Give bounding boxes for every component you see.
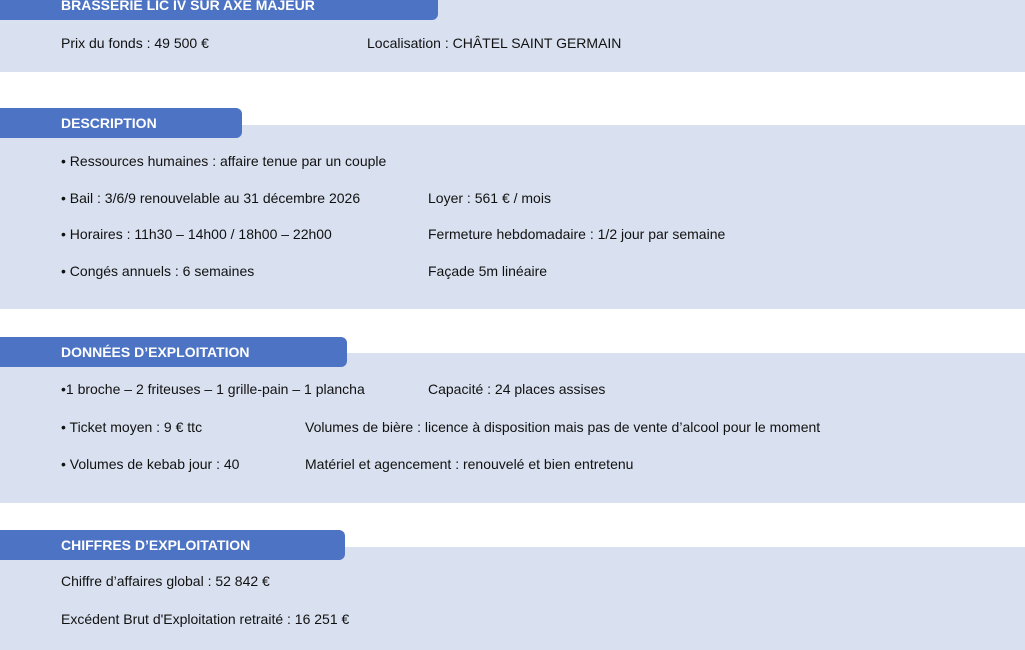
description-line-4b: Façade 5m linéaire [428,263,548,279]
operations-line-1b: Capacité : 24 places assises [428,381,606,397]
description-line-2b: Loyer : 561 € / mois [428,190,551,206]
operations-line-2b: Volumes de bière : licence à disposition mais pas de vente d’alcool pour le moment [305,419,821,435]
header-title: BRASSERIE LIC IV SUR AXE MAJEUR [61,0,315,13]
figures-panel [0,547,1025,650]
operations-title: DONNÉES D’EXPLOITATION [61,344,250,360]
ebitda-text: Excédent Brut d'Exploitation retraité : 16 251 € [61,611,350,627]
price-text: Prix du fonds : 49 500 € [61,35,209,51]
header-title-tab [0,0,438,20]
location-text: Localisation : CHÂTEL SAINT GERMAIN [367,35,622,51]
description-line-2a: • Bail : 3/6/9 renouvelable au 31 décembre 2026 [61,190,361,206]
figures-tab [0,530,345,560]
operations-line-2a: • Ticket moyen : 9 € ttc [61,419,203,435]
description-tab [0,108,242,138]
operations-line-3a: • Volumes de kebab jour : 40 [61,456,240,472]
operations-line-1a: •1 broche – 2 friteuses – 1 grille-pain – 1 plancha [61,381,365,397]
description-line-3a: • Horaires : 11h30 – 14h00 / 18h00 – 22h00 [61,226,332,242]
operations-line-3b: Matériel et agencement : renouvelé et bien entretenu [305,456,634,472]
description-line-1: • Ressources humaines : affaire tenue par un couple [61,153,387,169]
description-line-3b: Fermeture hebdomadaire : 1/2 jour par semaine [428,226,726,242]
revenue-text: Chiffre d’affaires global : 52 842 € [61,573,270,589]
figures-title: CHIFFRES D’EXPLOITATION [61,537,251,553]
operations-tab [0,337,347,367]
description-title: DESCRIPTION [61,115,157,131]
description-line-4a: • Congés annuels : 6 semaines [61,263,255,279]
